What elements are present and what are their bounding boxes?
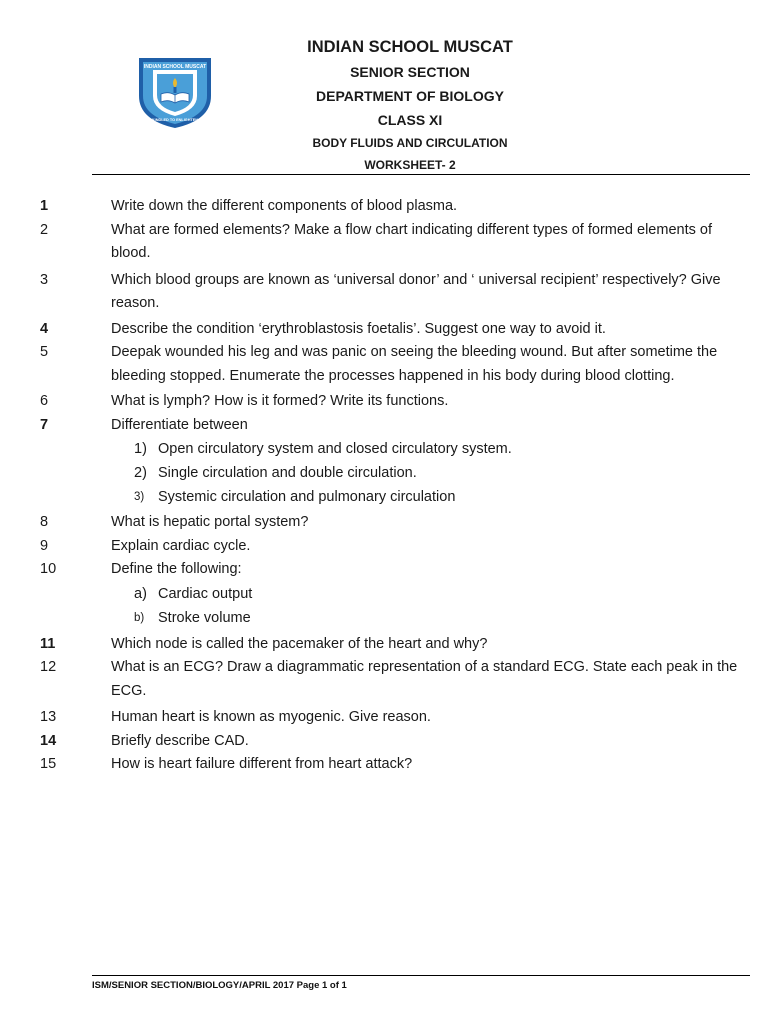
question-text: Define the following: [111, 561, 242, 577]
logo-text-bottom: KINDLED TO ENLIGHTEN [151, 118, 199, 122]
question-item [0, 633, 768, 657]
sub-question-marker: b) [134, 611, 145, 624]
question-item [0, 269, 768, 316]
sub-question-text: Single circulation and double circulation. [158, 465, 417, 481]
question-item [0, 390, 768, 414]
question-item [0, 706, 768, 730]
sub-question-text: Stroke volume [158, 609, 251, 626]
question-item [0, 730, 768, 754]
worksheet-title: WORKSHEET- 2 [364, 158, 456, 172]
sub-question-marker: a) [134, 585, 147, 602]
sub-question-item [0, 582, 768, 606]
department-name: DEPARTMENT OF BIOLOGY [316, 88, 504, 104]
question-text: Deepak wounded his leg and was panic on seeing the bleeding wound. But after sometime the bleeding stopped. Enumerate the processes happened in his body during blood clotting. [111, 344, 718, 384]
question-number: 5 [40, 344, 49, 360]
question-text: What is lymph? How is it formed? Write its functions. [111, 393, 449, 409]
question-text: Describe the condition ‘erythroblastosis foetalis’. Suggest one way to avoid it. [111, 320, 606, 337]
question-number: 2 [40, 221, 49, 238]
question-number: 12 [40, 659, 57, 675]
section-name: SENIOR SECTION [350, 64, 470, 80]
question-item [0, 558, 768, 582]
sub-question-text: Open circulatory system and closed circulatory system. [158, 441, 512, 457]
question-item [0, 341, 768, 388]
question-item [0, 219, 768, 266]
question-text: Differentiate between [111, 416, 248, 433]
question-number: 3 [40, 271, 49, 288]
question-number: 15 [40, 756, 57, 772]
question-item [0, 535, 768, 559]
question-number: 9 [40, 537, 49, 554]
sub-question-marker: 2) [134, 465, 147, 481]
class-name: CLASS XI [377, 112, 443, 128]
header-divider [92, 174, 750, 175]
question-list [0, 195, 768, 777]
question-number: 14 [40, 732, 57, 749]
question-number: 8 [40, 514, 49, 530]
sub-question-item [0, 485, 768, 509]
question-text: What are formed elements? Make a flow chart indicating different types of formed elements of blood. [111, 221, 712, 261]
question-text: Briefly describe CAD. [111, 732, 249, 749]
question-item [0, 753, 768, 777]
worksheet-header [240, 32, 580, 176]
question-item [0, 318, 768, 342]
sub-question-marker: 3) [134, 491, 145, 503]
school-logo [133, 52, 217, 130]
question-text: How is heart failure different from heart attack? [111, 756, 413, 772]
question-text: Explain cardiac cycle. [111, 537, 251, 554]
question-number: 4 [40, 320, 49, 337]
question-text: What is an ECG? Draw a diagrammatic representation of a standard ECG. State each peak in the ECG. [111, 659, 738, 699]
question-item [0, 195, 768, 219]
question-number: 1 [40, 198, 49, 214]
question-number: 13 [40, 709, 57, 725]
question-item [0, 414, 768, 438]
school-name: INDIAN SCHOOL MUSCAT [307, 38, 513, 56]
sub-question-item [0, 461, 768, 485]
topic-title: BODY FLUIDS AND CIRCULATION [312, 136, 508, 150]
question-number: 7 [40, 416, 49, 433]
page-footer: ISM/SENIOR SECTION/BIOLOGY/APRIL 2017 Page 1 of 1 [92, 980, 347, 991]
question-text: Human heart is known as myogenic. Give reason. [111, 709, 431, 725]
question-text: Which blood groups are known as ‘universal donor’ and ‘ universal recipient’ respectively? Give reason. [111, 271, 721, 311]
question-number: 6 [40, 393, 49, 409]
logo-text-top: INDIAN SCHOOL MUSCAT [143, 64, 207, 70]
sub-question-text: Systemic circulation and pulmonary circulation [158, 489, 456, 505]
sub-question-text: Cardiac output [158, 585, 253, 602]
question-text: Which node is called the pacemaker of the heart and why? [111, 635, 488, 652]
question-number: 11 [40, 635, 56, 652]
sub-question-item [0, 606, 768, 630]
question-item [0, 656, 768, 703]
sub-question-item [0, 437, 768, 461]
question-item [0, 511, 768, 535]
sub-question-marker: 1) [134, 441, 147, 457]
question-number: 10 [40, 561, 57, 577]
footer-divider [92, 975, 750, 976]
question-text: Write down the different components of blood plasma. [111, 198, 458, 214]
question-text: What is hepatic portal system? [111, 514, 309, 530]
